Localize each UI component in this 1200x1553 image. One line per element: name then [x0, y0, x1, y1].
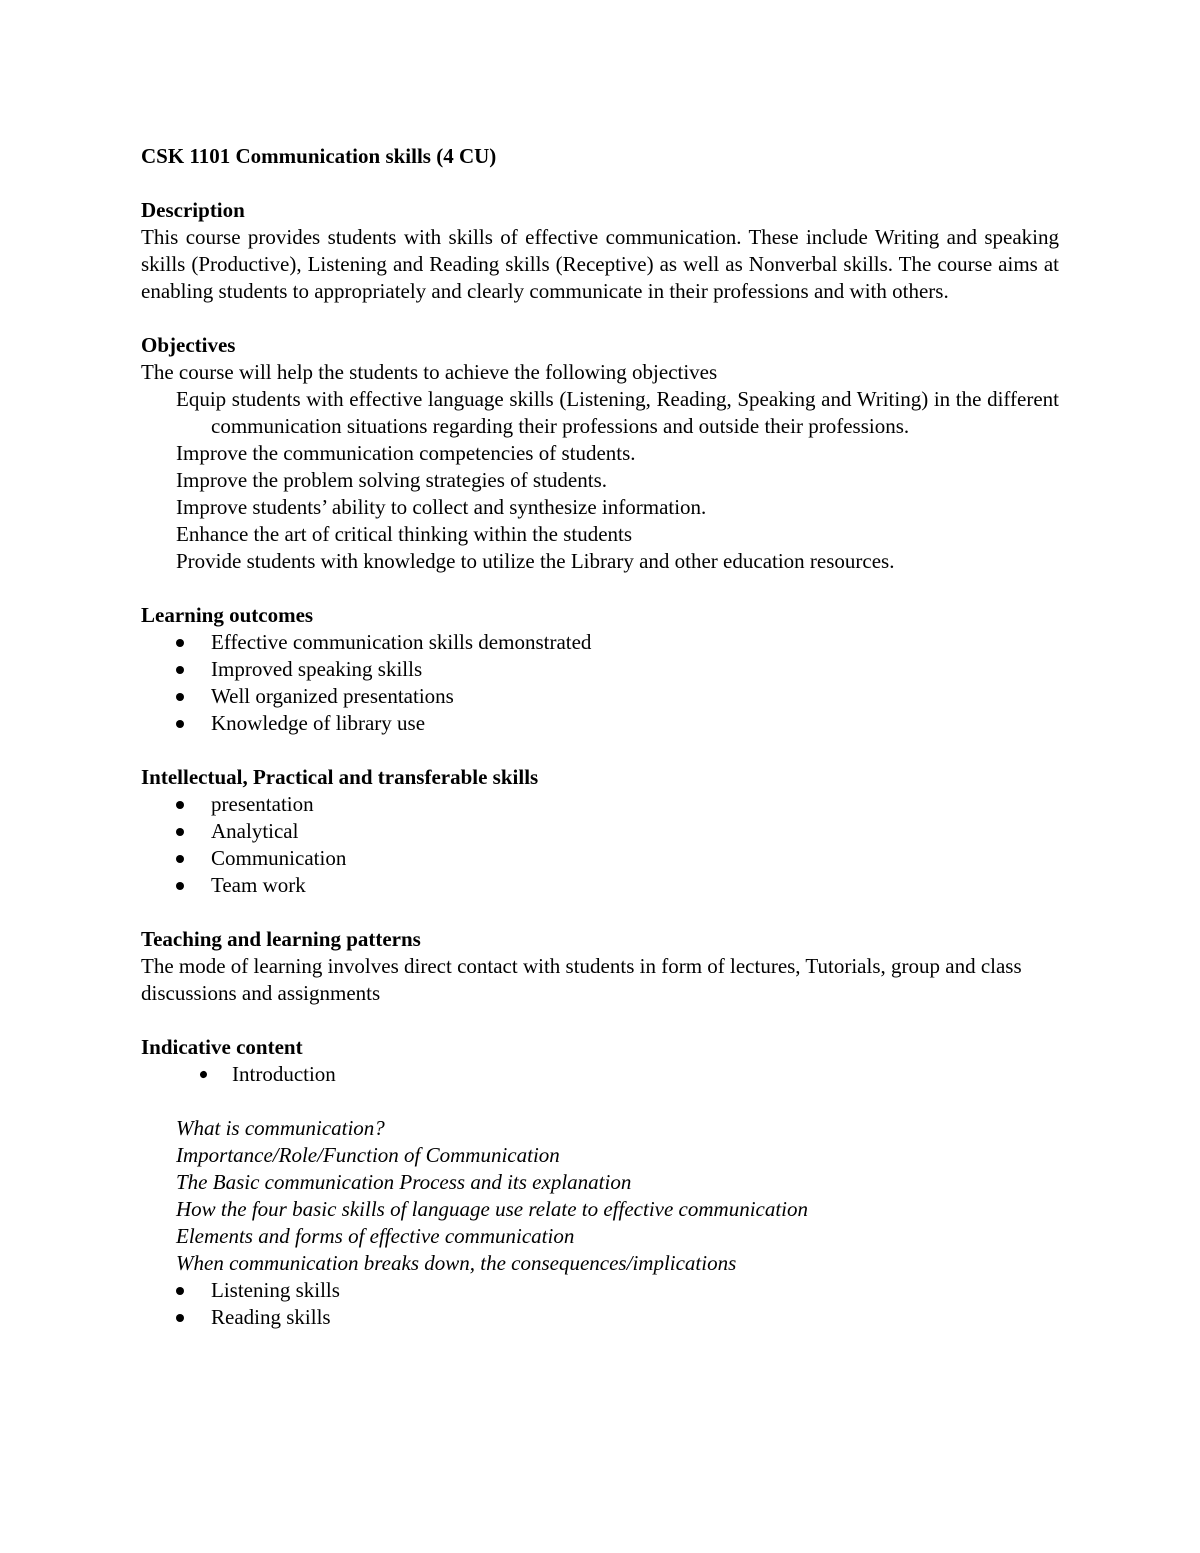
topic-item: The Basic communication Process and its explanation [176, 1170, 632, 1194]
objectives-heading: Objectives [141, 333, 236, 357]
topic-item: Importance/Role/Function of Communication [176, 1143, 560, 1167]
list-item-text: Communication [211, 846, 347, 870]
list-item [141, 629, 1059, 656]
teaching-text: The mode of learning involves direct contact with students in form of lectures, Tutorials, group and class discussions and assignments [141, 954, 1022, 1005]
objective-item: Enhance the art of critical thinking within the students [176, 522, 633, 546]
spacer [141, 575, 1059, 602]
list-item-text: Effective communication skills demonstrated [211, 630, 592, 654]
list-item [141, 872, 1059, 899]
indicative-intro-list [141, 1061, 1059, 1088]
bullet-icon [176, 801, 184, 809]
list-item [141, 1061, 1059, 1088]
list-item [141, 683, 1059, 710]
topic-item: What is communication? [176, 1116, 385, 1140]
objectives-list [141, 386, 1059, 575]
list-item-text: Reading skills [211, 1305, 331, 1329]
list-item-text: Improved speaking skills [211, 657, 423, 681]
list-item [141, 1277, 1059, 1304]
indicative-heading: Indicative content [141, 1035, 303, 1059]
bullet-icon [176, 720, 184, 728]
skills-list [141, 791, 1059, 899]
list-item [141, 818, 1059, 845]
objective-item: Equip students with effective language skills (Listening, Reading, Speaking and Writing) in the different communication situations regarding their professions and outside their professions. [176, 387, 1059, 438]
learning-outcomes-heading: Learning outcomes [141, 603, 314, 627]
objective-item: Improve students’ ability to collect and synthesize information. [176, 495, 707, 519]
indicative-topics-list [141, 1115, 1059, 1277]
list-item [141, 1304, 1059, 1331]
list-item-text: Analytical [211, 819, 299, 843]
list-item [141, 791, 1059, 818]
description-heading: Description [141, 198, 245, 222]
topic-item: When communication breaks down, the consequences/implications [176, 1251, 737, 1275]
spacer [141, 737, 1059, 764]
list-item-text: Listening skills [211, 1278, 340, 1302]
description-text: This course provides students with skills of effective communication. These include Writing and speaking skills (Productive), Listening and Reading skills (Receptive) as well as Nonverbal skills. The course aims at enabling students to appropriately and clearly communicate in their professions and with others. [141, 225, 1059, 303]
list-item-text: presentation [211, 792, 314, 816]
bullet-icon [176, 639, 184, 647]
bullet-icon [176, 666, 184, 674]
objective-item: Improve the problem solving strategies of students. [176, 468, 608, 492]
spacer [141, 1088, 1059, 1115]
indicative-items-list [141, 1277, 1059, 1331]
spacer [141, 305, 1059, 332]
course-title: CSK 1101 Communication skills (4 CU) [141, 144, 497, 168]
learning-outcomes-list [141, 629, 1059, 737]
bullet-icon [176, 882, 184, 890]
topic-item: How the four basic skills of language use relate to effective communication [176, 1197, 809, 1221]
bullet-icon [176, 855, 184, 863]
list-item [141, 845, 1059, 872]
objective-item: Provide students with knowledge to utilize the Library and other education resources. [176, 549, 895, 573]
objective-item: Improve the communication competencies of students. [176, 441, 636, 465]
list-item-text: Well organized presentations [211, 684, 454, 708]
list-item-text: Knowledge of library use [211, 711, 426, 735]
document-content [141, 143, 1059, 1331]
bullet-icon [176, 828, 184, 836]
bullet-icon [176, 693, 184, 701]
spacer [141, 170, 1059, 197]
list-item-text: Introduction [232, 1062, 336, 1086]
bullet-icon [176, 1287, 184, 1295]
topic-item: Elements and forms of effective communication [176, 1224, 575, 1248]
bullet-icon [199, 1070, 208, 1079]
bullet-icon [176, 1314, 184, 1322]
list-item-text: Team work [211, 873, 306, 897]
skills-heading: Intellectual, Practical and transferable skills [141, 765, 539, 789]
teaching-heading: Teaching and learning patterns [141, 927, 421, 951]
spacer [141, 1007, 1059, 1034]
list-item [141, 710, 1059, 737]
spacer [141, 899, 1059, 926]
list-item [141, 656, 1059, 683]
objectives-intro: The course will help the students to achieve the following objectives [141, 360, 718, 384]
